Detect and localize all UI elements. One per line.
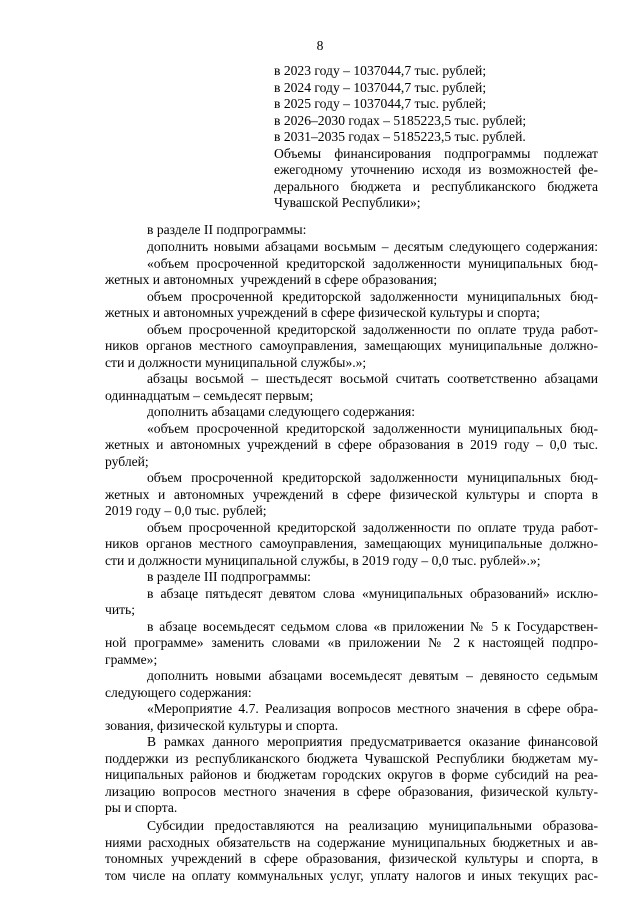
text-line: зования, физической культуры и спорта. <box>105 718 339 733</box>
text-line: в 2024 году – 1037044,7 тыс. рублей; <box>274 80 487 95</box>
text-line: объем просроченной кредиторской задолженности по оплате труда работ- <box>147 520 598 535</box>
text-line: жетных и автономных учреждений в сфере образования в 2019 году – 0,0 тыс. <box>105 437 598 452</box>
text-line: тономных учреждений в сфере образования, физической культуры и спорта, в <box>105 851 598 866</box>
text-line: в абзаце восемьдесят седьмом слова «в приложении № 5 к Государствен- <box>147 619 598 634</box>
text-line: том числе на оплату коммунальных услуг, уплату налогов и иных текущих рас- <box>105 868 598 883</box>
text-line: ной программе» заменить словами «в приложении № 2 к настоящей подпро- <box>105 635 598 650</box>
page-number: 8 <box>316 38 324 53</box>
text-line: дополнить абзацами следующего содержания: <box>147 404 416 419</box>
text-line: в разделе III подпрограммы: <box>147 569 311 584</box>
text-line: Субсидии предоставляются на реализацию муниципальными образова- <box>147 818 598 833</box>
text-line: Объемы финансирования подпрограммы подлежат <box>274 146 598 161</box>
text-line: жетных и автономных учреждений в сфере физической культуры и спорта в <box>105 487 598 502</box>
text-line: чить; <box>105 602 136 617</box>
text-line: ниями расходных обязательств на содержание муниципальных бюджетных и ав- <box>105 835 598 850</box>
text-line: жетных и автономных учреждений в сфере физической культуры и спорта; <box>105 305 540 320</box>
text-line: ежегодному уточнению исходя из возможностей фе- <box>274 162 598 177</box>
text-line: «объем просроченной кредиторской задолженности муниципальных бюд- <box>147 421 598 436</box>
text-line: в 2026–2030 годах – 5185223,5 тыс. рублей; <box>274 113 527 128</box>
text-line: дополнить новыми абзацами восьмым – десятым следующего содержания: <box>147 239 598 254</box>
text-line: в разделе II подпрограммы: <box>147 222 307 237</box>
text-line: одиннадцатым – семьдесят первым; <box>105 388 314 403</box>
text-line: рублей; <box>105 454 149 469</box>
text-line: Чувашской Республики»; <box>274 195 421 210</box>
text-line: в 2031–2035 годах – 5185223,5 тыс. рублей. <box>274 129 526 144</box>
text-line: В рамках данного мероприятия предусматривается оказание финансовой <box>147 734 598 749</box>
text-line: 2019 году – 0,0 тыс. рублей; <box>105 503 267 518</box>
text-line: ников органов местного самоуправления, замещающих муниципальные должно- <box>105 338 598 353</box>
text-line: сти и должности муниципальной службы».»; <box>105 355 367 370</box>
text-line: в абзаце пятьдесят девятом слова «муниципальных образований» исклю- <box>147 586 598 601</box>
text-line: грамме»; <box>105 652 158 667</box>
text-line: лизацию вопросов местного значения в сфере образования, физической культу- <box>105 784 598 799</box>
text-line: объем просроченной кредиторской задолженности по оплате труда работ- <box>147 322 598 337</box>
text-line: ников органов местного самоуправления, замещающих муниципальные должно- <box>105 536 598 551</box>
text-line: «Мероприятие 4.7. Реализация вопросов местного значения в сфере обра- <box>147 701 598 716</box>
text-line: поддержки из республиканского бюджета Чувашской Республики бюджетам му- <box>105 751 598 766</box>
text-line: дополнить новыми абзацами восемьдесят девятым – девяносто седьмым <box>147 668 598 683</box>
text-line: следующего содержания: <box>105 685 252 700</box>
text-line: объем просроченной кредиторской задолженности муниципальных бюд- <box>147 289 598 304</box>
text-line: в 2025 году – 1037044,7 тыс. рублей; <box>274 96 487 111</box>
text-line: сти и должности муниципальной службы, в 2019 году – 0,0 тыс. рублей».»; <box>105 553 541 568</box>
text-line: в 2023 году – 1037044,7 тыс. рублей; <box>274 63 487 78</box>
text-line: ниципальных районов и бюджетам городских округов в форме субсидий на реа- <box>105 767 598 782</box>
text-line: объем просроченной кредиторской задолженности муниципальных бюд- <box>147 470 598 485</box>
text-line: абзацы восьмой – шестьдесят восьмой считать соответственно абзацами <box>147 371 598 386</box>
text-line: «объем просроченной кредиторской задолженности муниципальных бюд- <box>147 256 598 271</box>
text-line: дерального бюджета и республиканского бюджета <box>274 179 598 194</box>
text-line: жетных и автономных учреждений в сфере образования; <box>105 272 438 287</box>
text-line: ры и спорта. <box>105 800 178 815</box>
